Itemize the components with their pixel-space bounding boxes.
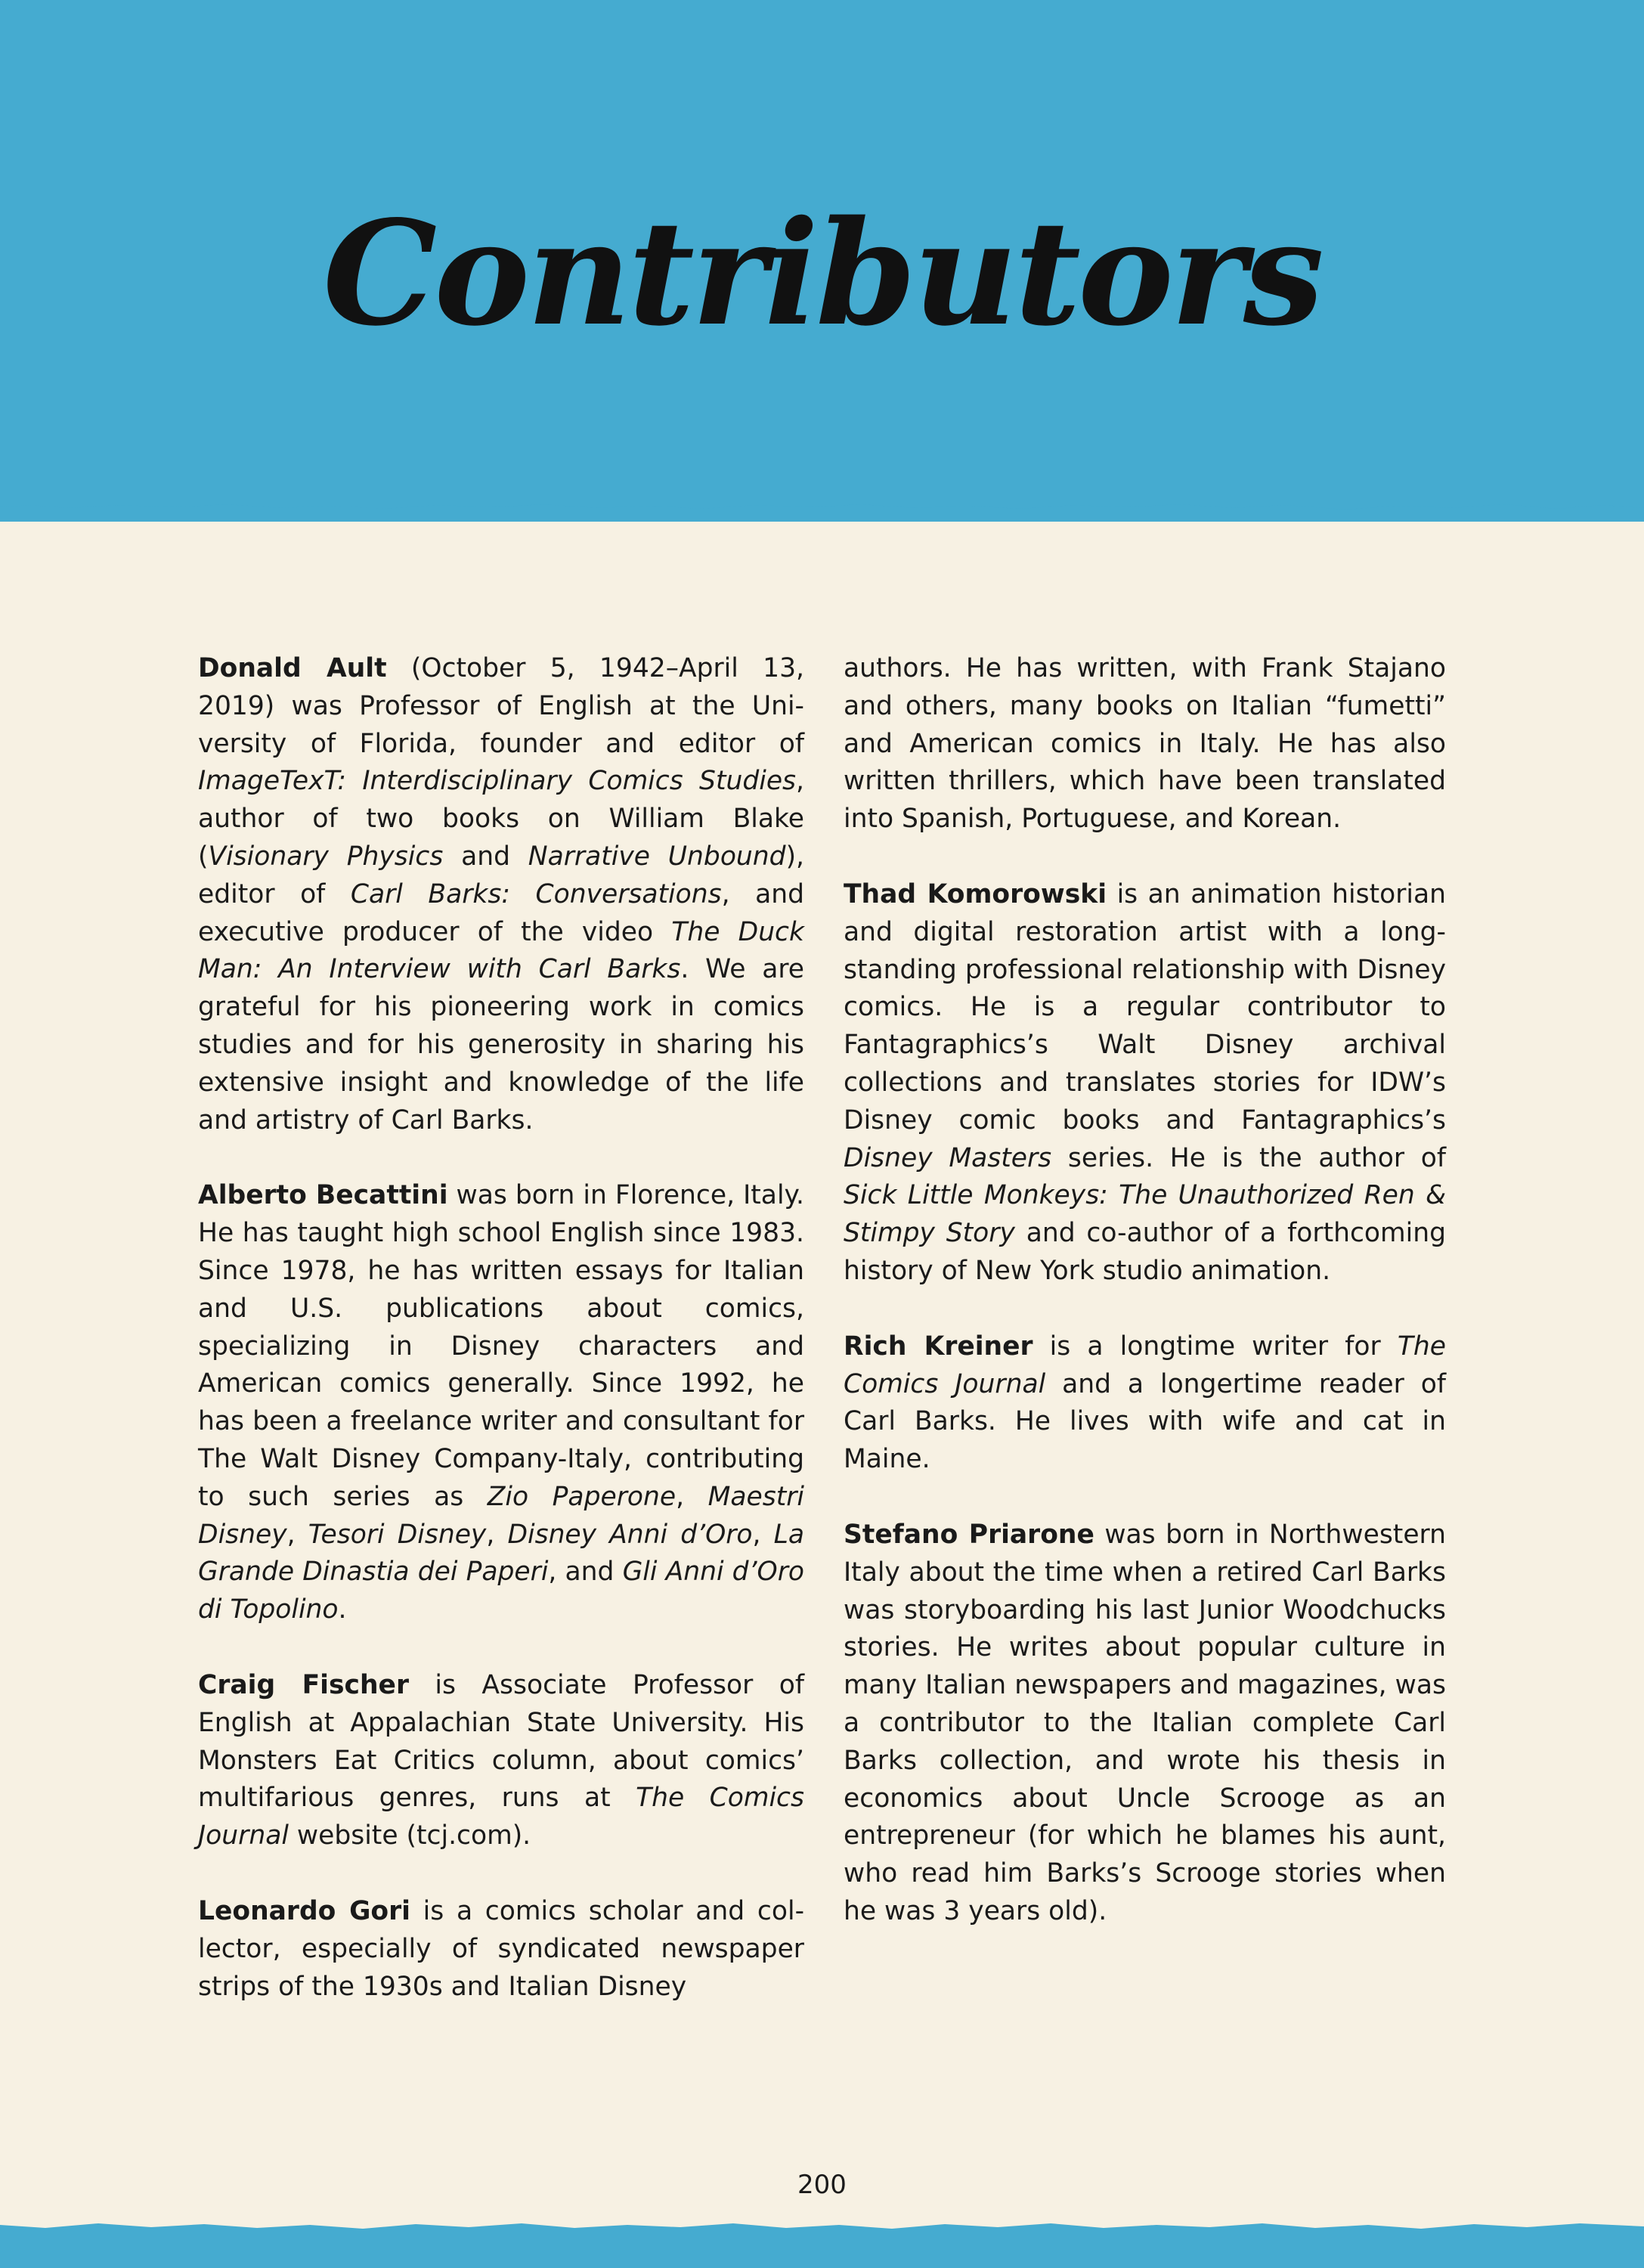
page-title: Contributors xyxy=(323,189,1321,358)
contributor-entry-stefano-priarone: Stefano Priarone was born in Northwestern Italy about the time when a retired Carl Barks was storyboarding his last Junior Woodchucks stories. He writes about popular culture in many Italian newspapers and magazines, was a contributor to the Italian complete Carl Barks collection, and wrote his thesis in economics about Uncle Scrooge as an entrepreneur (for which he blames his aunt, who read him Barks’s Scrooge stories when he was 3 years old). xyxy=(844,1519,1446,1926)
contributor-name: Thad Komorowski xyxy=(844,878,1107,909)
contributor-entry-leonardo-gori: Leonardo Gori is a comics scholar and collector, especially of syndicated newspaper strips of the 1930s and Italian Disney xyxy=(198,1895,805,2002)
contributor-entry-donald-ault: Donald Ault (October 5, 1942–April 13, 2019) was Professor of English at the University of Florida, founder and editor of ImageTexT: Interdisciplinary Comics Studies, author of two books on William Blake (Visionary Physics and Narrative Unbound), editor of Carl Barks: Conversations, and executive producer of the video The Duck Man: An Interview with Carl Barks. We are grateful for his pioneering work in comics studies and for his generosity in sharing his extensive insight and knowledge of the life and artistry of Carl Barks. xyxy=(198,653,805,1136)
contributor-name: Rich Kreiner xyxy=(844,1331,1033,1362)
contributor-name: Alberto Becattini xyxy=(198,1180,448,1211)
contributor-entry-alberto-becattini: Alberto Becattini was born in Florence, Italy. He has taught high school English since 1983. Since 1978, he has written essays for Italian and U.S. publications about comics, specializing in Disney characters and American comics generally. Since 1992, he has been a freelance writer and consultant for The Walt Disney Company-Italy, contributing to such series as Zio Paperone, Maestri Disney, Tesori Disney, Disney Anni d’Oro, La Grande Dinastia dei Paperi, and Gli Anni d’Oro di Topolino. xyxy=(198,1180,805,1625)
contributor-name: Donald Ault xyxy=(198,653,387,683)
torn-paper-edge-bottom xyxy=(0,2211,1644,2268)
contributor-name: Craig Fischer xyxy=(198,1669,409,1700)
contributor-entry-thad-komorowski: Thad Komorowski is an animation historian and digital restoration artist with a longstanding professional relationship with Disney comics. He is a regular contributor to Fantagraphics’s Walt Disney archival collections and translates stories for IDW’s Disney comic books and Fantagraphics’s Disney Masters series. He is the author of Sick Little Monkeys: The Unauthorized Ren & Stimpy Story and co-author of a forthcoming history of New York studio animation. xyxy=(844,878,1446,1286)
contributor-entry-leonardo-gori-continued: authors. He has written, with Frank Stajano and others, many books on Italian “fumetti” and American comics in Italy. He has also written thrillers, which have been translated into Spanish, Portuguese, and Korean. xyxy=(844,653,1446,835)
torn-paper-edge-top xyxy=(0,461,1644,544)
left-column xyxy=(198,650,804,2043)
contributor-entry-craig-fischer: Craig Fischer is Associate Professor of English at Appalachian State University. His Monsters Eat Critics column, about comics’ multifarious genres, runs at The Comics Journal website (tcj.com). xyxy=(198,1669,804,1851)
page-number: 200 xyxy=(797,2170,847,2200)
contributor-entry-rich-kreiner: Rich Kreiner is a longtime writer for The Comics Journal and a longertime reader of Carl Barks. He lives with wife and cat in Maine. xyxy=(844,1331,1446,1475)
contributor-name: Leonardo Gori xyxy=(198,1895,410,1926)
contributor-name: Stefano Priarone xyxy=(844,1519,1094,1550)
right-column xyxy=(844,650,1446,1969)
